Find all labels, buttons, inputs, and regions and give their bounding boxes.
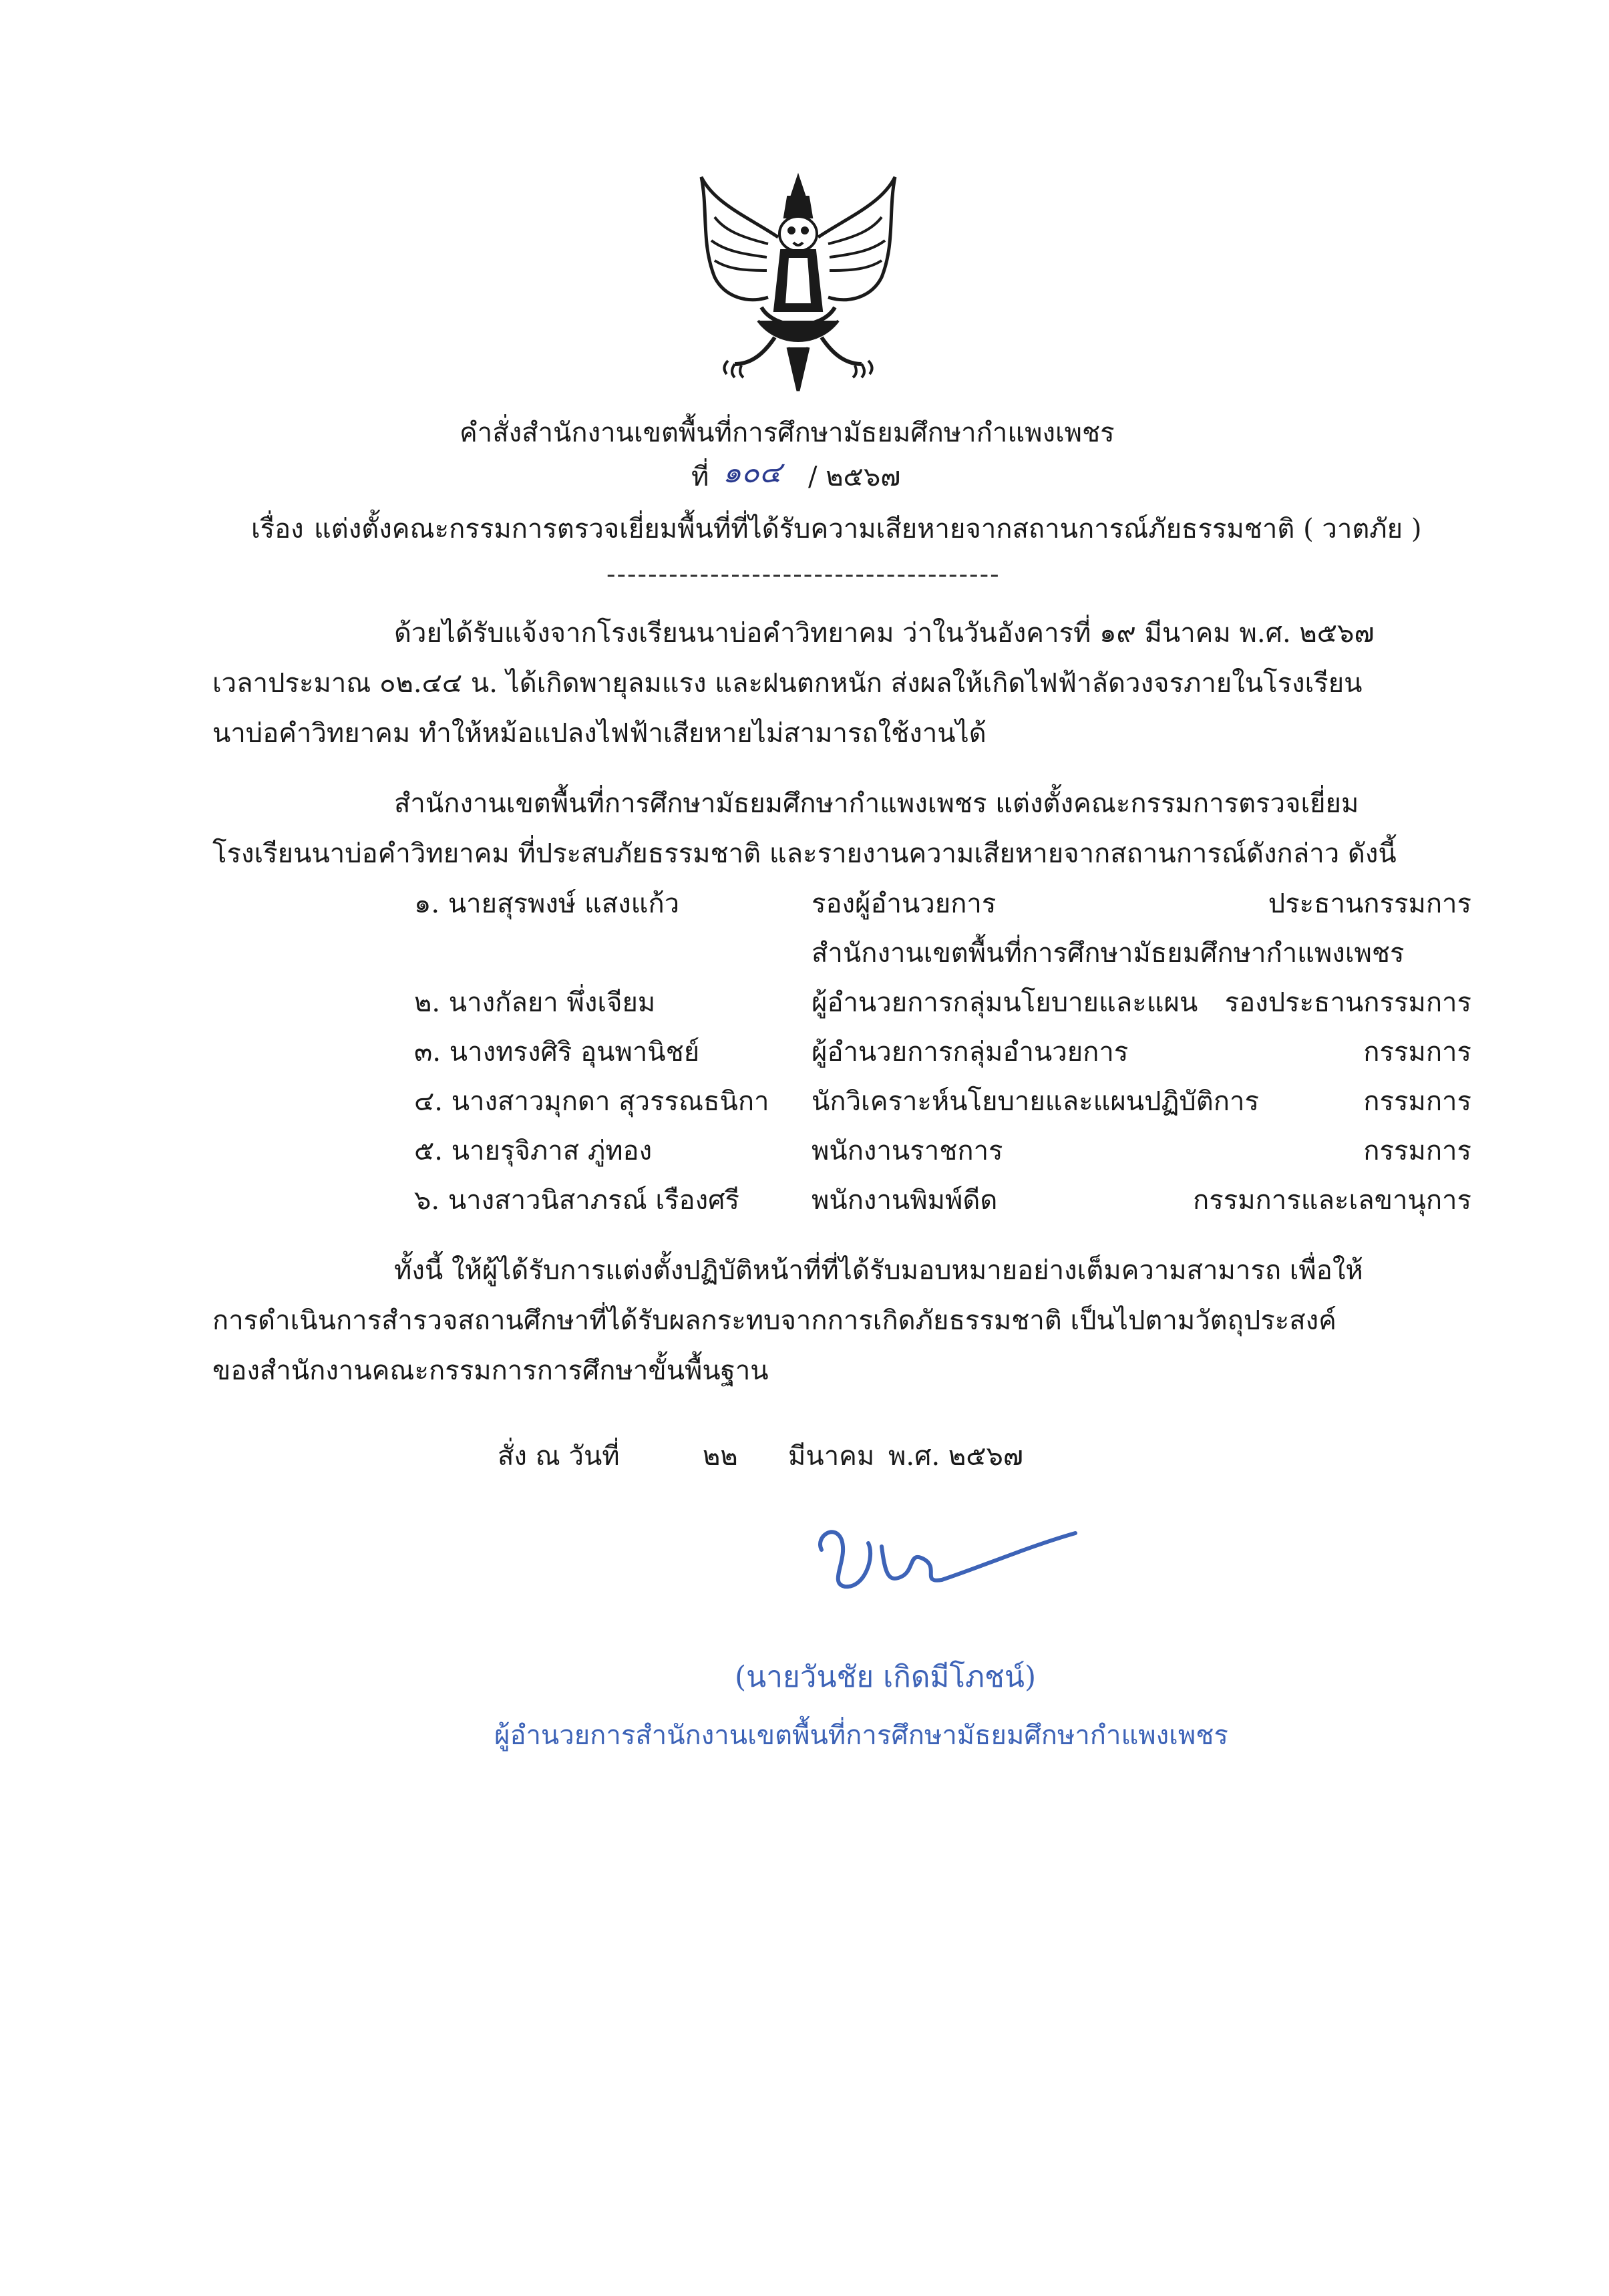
member-position-line2: สำนักงานเขตพื้นที่การศึกษามัธยมศึกษากำแพงเพชร (812, 938, 1405, 969)
para1-line3: นาบ่อคำวิทยาคม ทำให้หม้อแปลงไฟฟ้าเสียหายไม่สามารถใช้งานได้ (212, 718, 987, 749)
divider: -------------------------------------- (606, 559, 1001, 590)
member-name: ๑. นายสุรพงษ์ แสงแก้ว (414, 888, 680, 919)
member-name: ๒. นางกัลยา พึ่งเจียม (414, 987, 656, 1018)
member-position: พนักงานพิมพ์ดีด (812, 1185, 998, 1216)
date-day: ๒๒ (703, 1441, 738, 1472)
committee-row-continuation (0, 930, 1609, 977)
member-role: กรรมการ (1363, 1086, 1471, 1117)
order-number-handwritten: ๑๐๔ (723, 456, 782, 490)
signatory-name: (นายวันชัย เกิดมีโภชน์) (735, 1660, 1037, 1694)
member-name: ๕. นายรุจิภาส ภู่ทอง (414, 1136, 653, 1166)
member-role: กรรมการ (1363, 1037, 1471, 1068)
committee-row (0, 1177, 1609, 1224)
member-role: ประธานกรรมการ (1268, 888, 1471, 919)
member-name: ๖. นางสาวนิสาภรณ์ เรืองศรี (414, 1185, 739, 1216)
signatory-title: ผู้อำนวยการสำนักงานเขตพื้นที่การศึกษามัธยมศึกษากำแพงเพชร (494, 1720, 1228, 1751)
para3-line1: ทั้งนี้ ให้ผู้ได้รับการแต่งตั้งปฏิบัติหน้าที่ที่ได้รับมอบหมายอย่างเต็มความสามารถ เพื่อให้ (394, 1255, 1363, 1286)
para2-line2: โรงเรียนนาบ่อคำวิทยาคม ที่ประสบภัยธรรมชาติ และรายงานความเสียหายจากสถานการณ์ดังกล่าว ดังนี้ (212, 838, 1397, 869)
date-year: พ.ศ. ๒๕๖๗ (888, 1441, 1024, 1472)
garuda-emblem-icon (688, 164, 908, 401)
member-position: ผู้อำนวยการกลุ่มนโยบายและแผน (812, 987, 1198, 1018)
committee-row (0, 1029, 1609, 1076)
para3-line2: การดำเนินการสำรวจสถานศึกษาที่ได้รับผลกระทบจากการเกิดภัยธรรมชาติ เป็นไปตามวัตถุประสงค์ (212, 1305, 1336, 1336)
para1-line2: เวลาประมาณ ๐๒.๔๔ น. ได้เกิดพายุลมแรง และฝนตกหนัก ส่งผลให้เกิดไฟฟ้าลัดวงจรภายในโรงเรียน (212, 668, 1363, 699)
member-position: พนักงานราชการ (812, 1136, 1003, 1166)
committee-row (0, 1128, 1609, 1174)
date-month: มีนาคม (788, 1441, 875, 1472)
committee-row (0, 880, 1609, 927)
subject-label: เรื่อง (251, 514, 304, 544)
order-title: คำสั่งสำนักงานเขตพื้นที่การศึกษามัธยมศึกษากำแพงเพชร (460, 418, 1115, 448)
para1-line1: ด้วยได้รับแจ้งจากโรงเรียนนาบ่อคำวิทยาคม ว่าในวันอังคารที่ ๑๙ มีนาคม พ.ศ. ๒๕๖๗ (394, 618, 1375, 649)
member-role: กรรมการ (1363, 1136, 1471, 1166)
member-position: นักวิเคราะห์นโยบายและแผนปฏิบัติการ (812, 1086, 1259, 1117)
order-number-prefix: ที่ (691, 462, 709, 492)
subject-text: แต่งตั้งคณะกรรมการตรวจเยี่ยมพื้นที่ที่ได้รับความเสียหายจากสถานการณ์ภัยธรรมชาติ ( วาตภัย ) (314, 514, 1422, 544)
para2-line1: สำนักงานเขตพื้นที่การศึกษามัธยมศึกษากำแพงเพชร แต่งตั้งคณะกรรมการตรวจเยี่ยม (394, 788, 1359, 819)
member-position: ผู้อำนวยการกลุ่มอำนวยการ (812, 1037, 1129, 1068)
committee-row (0, 979, 1609, 1026)
para3-line3: ของสำนักงานคณะกรรมการการศึกษาขั้นพื้นฐาน (212, 1355, 769, 1386)
member-position: รองผู้อำนวยการ (812, 888, 997, 919)
member-name: ๓. นางทรงศิริ อุนพานิชย์ (414, 1037, 700, 1068)
order-year: / ๒๕๖๗ (808, 462, 901, 492)
date-label: สั่ง ณ วันที่ (498, 1441, 620, 1472)
member-role: รองประธานกรรมการ (1224, 987, 1471, 1018)
member-name: ๔. นางสาวมุกดา สุวรรณธนิกา (414, 1086, 769, 1117)
committee-row (0, 1078, 1609, 1125)
handwritten-signature (808, 1510, 1089, 1603)
member-role: กรรมการและเลขานุการ (1193, 1185, 1471, 1216)
